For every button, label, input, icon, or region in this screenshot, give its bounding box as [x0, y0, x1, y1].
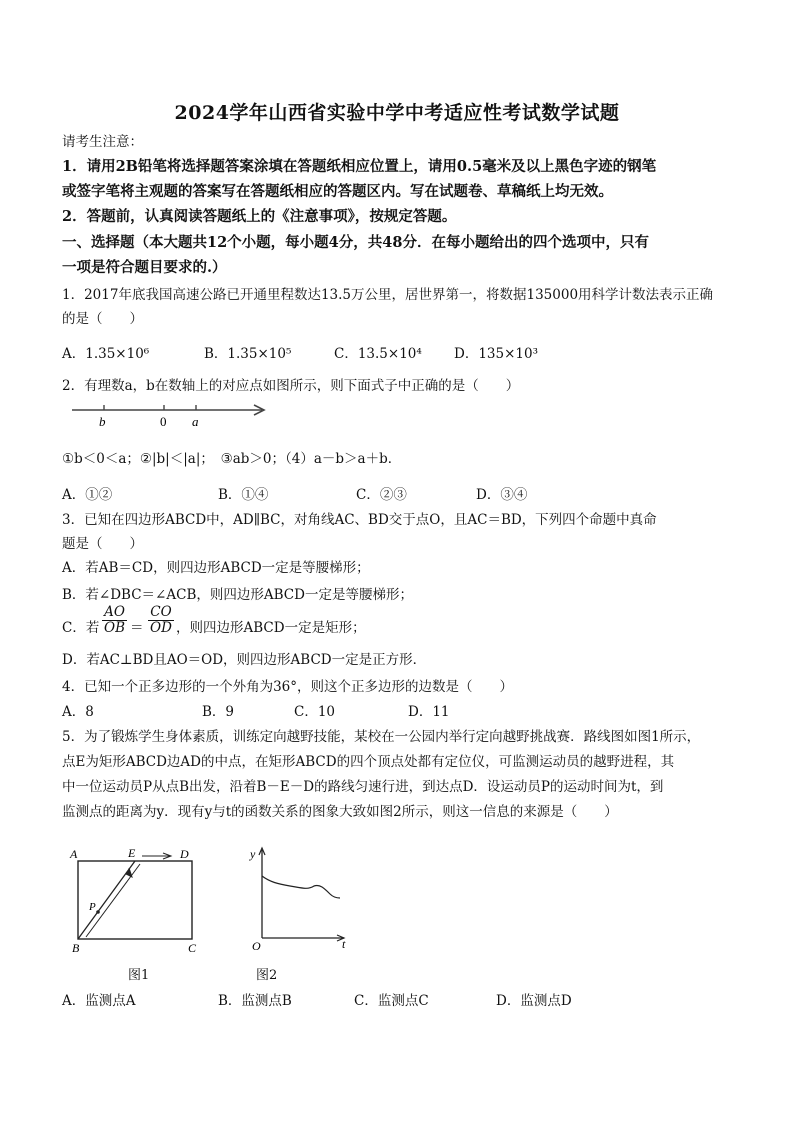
number-line-figure — [66, 398, 276, 430]
q1-options — [62, 342, 742, 360]
q2-option-c[interactable]: C．②③ — [356, 487, 407, 503]
q4-option-c[interactable]: C．10 — [294, 704, 336, 720]
equals-sign: ＝ — [130, 620, 144, 636]
q2-option-d[interactable]: D．③④ — [476, 487, 528, 503]
label-b: B — [72, 941, 80, 955]
q5-stem-2: 点E为矩形ABCD边AD的中点，在矩形ABCD的四个顶点处都有定位仪，可监测运动员的越野进程，其 — [62, 754, 675, 770]
label-t: t — [342, 937, 346, 951]
label-y: y — [250, 847, 256, 861]
q1-option-c[interactable]: C．13.5×10⁴ — [334, 346, 422, 362]
q1-option-b[interactable]: B．1.35×10⁵ — [204, 346, 292, 362]
figure-1-route — [66, 844, 216, 956]
fraction-ao-ob — [102, 605, 127, 636]
label-e: E — [128, 846, 136, 860]
fraction-co-od — [148, 605, 174, 636]
fraction-denominator: OB — [104, 620, 125, 636]
segment-be — [78, 861, 135, 939]
q5-option-a[interactable]: A．监测点A — [62, 993, 136, 1009]
caption-figure-1: 图1 — [128, 968, 150, 983]
q2-statements: ①b＜0＜a；②|b|＜|a|； ③ab＞0；（4）a－b＞a＋b． — [62, 451, 402, 467]
q3-stem-1: 3．已知在四边形ABCD中，AD∥BC，对角线AC、BD交于点O，且AC＝BD，下列四个命题中真命 — [62, 512, 657, 528]
point-p — [96, 910, 100, 914]
label-a: a — [192, 414, 199, 429]
section-heading-2: 一项是符合题目要求的.） — [62, 259, 227, 276]
q5-stem-1: 5．为了锻炼学生身体素质，训练定向越野技能，某校在一公园内举行定向越野挑战赛．路线图如图1所示， — [62, 729, 701, 745]
q5-option-d[interactable]: D．监测点D — [496, 993, 572, 1009]
fraction-numerator: AO — [102, 605, 127, 621]
label-c: C — [188, 941, 197, 955]
q1-stem-2: 的是（ ） — [62, 311, 143, 327]
q2-options — [62, 483, 742, 501]
q4-option-a[interactable]: A．8 — [62, 704, 94, 720]
q3-option-a[interactable]: A．若AB＝CD，则四边形ABCD一定是等腰梯形； — [62, 560, 370, 576]
q3-option-c[interactable] — [62, 605, 742, 643]
q5-stem-3: 中一位运动员P从点B出发，沿着B－E－D的路线匀速行进，到达点D．设运动员P的运动时间为t，到 — [62, 779, 664, 795]
fraction-numerator: CO — [148, 605, 174, 621]
q3-option-c-suffix: ，则四边形ABCD一定是矩形； — [176, 620, 366, 636]
q2-option-b[interactable]: B．①④ — [218, 487, 269, 503]
notice-item-1b: 或签字笔将主观题的答案写在答题纸相应的答题区内。写在试题卷、草稿纸上均无效。 — [62, 183, 613, 200]
label-d: D — [180, 847, 189, 861]
q4-option-d[interactable]: D．11 — [408, 704, 450, 720]
q2-option-a[interactable]: A．①② — [62, 487, 113, 503]
label-a: A — [70, 847, 78, 861]
label-b: b — [99, 414, 106, 429]
q5-stem-4: 监测点的距离为y．现有y与t的函数关系的图象大致如图2所示，则这一信息的来源是（ ） — [62, 804, 618, 820]
q3-option-d[interactable]: D．若AC⊥BD且AO＝OD，则四边形ABCD一定是正方形． — [62, 652, 427, 668]
q3-option-b[interactable]: B．若∠DBC＝∠ACB，则四边形ABCD一定是等腰梯形； — [62, 587, 413, 603]
page-title: 2024学年山西省实验中学中考适应性考试数学试题 — [174, 102, 620, 124]
notice-heading: 请考生注意： — [62, 134, 143, 150]
q5-option-b[interactable]: B．监测点B — [218, 993, 292, 1009]
q1-stem-1: 1．2017年底我国高速公路已开通里程数达13.5万公里，居世界第一，将数据135000用科学计数法表示正确 — [62, 287, 714, 303]
notice-item-2: 2．答题前，认真阅读答题纸上的《注意事项》，按规定答题。 — [62, 208, 457, 225]
function-curve — [262, 876, 340, 898]
q4-option-b[interactable]: B．9 — [202, 704, 235, 720]
notice-item-1a: 1．请用2B铅笔将选择题答案涂填在答题纸相应位置上，请用0.5毫米及以上黑色字迹的钢笔 — [62, 158, 657, 175]
label-0: 0 — [160, 414, 167, 429]
q4-stem: 4．已知一个正多边形的一个外角为36°，则这个正多边形的边数是（ ） — [62, 679, 514, 695]
q4-options — [62, 700, 742, 718]
q1-option-d[interactable]: D．135×10³ — [454, 346, 538, 362]
rectangle-abcd — [78, 861, 192, 939]
q5-options — [62, 989, 742, 1007]
q3-option-c-prefix: C．若 — [62, 620, 100, 636]
caption-figure-2: 图2 — [256, 968, 278, 983]
figure-2-graph — [246, 840, 358, 952]
section-heading-1: 一、选择题（本大题共12个小题，每小题4分，共48分．在每小题给出的四个选项中，只有 — [62, 234, 649, 251]
q1-option-a[interactable]: A．1.35×10⁶ — [62, 346, 150, 362]
q5-option-c[interactable]: C．监测点C — [354, 993, 429, 1009]
q3-stem-2: 题是（ ） — [62, 536, 143, 552]
path-arrowhead-be — [126, 868, 132, 877]
label-o: O — [252, 939, 261, 952]
label-p: P — [89, 901, 96, 913]
q2-stem: 2．有理数a，b在数轴上的对应点如图所示，则下面式子中正确的是（ ） — [62, 378, 520, 394]
fraction-denominator: OD — [150, 620, 172, 636]
